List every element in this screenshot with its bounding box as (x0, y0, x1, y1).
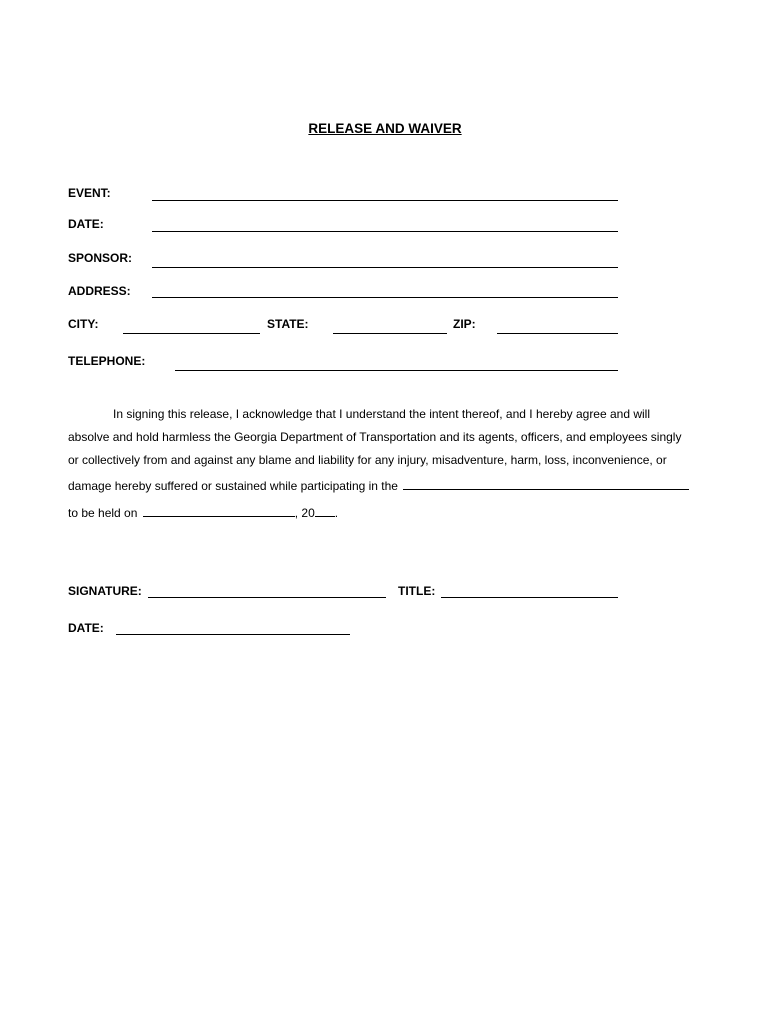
period-text: . (334, 506, 339, 520)
body-line-3: or collectively from and against any blame and liability for any injury, misadventure, harm, loss, inconvenience, or (68, 453, 667, 467)
year-field[interactable] (315, 504, 335, 517)
date-label: DATE: (68, 217, 104, 231)
date-field[interactable] (152, 231, 618, 232)
page-title: RELEASE AND WAIVER (308, 121, 462, 136)
signature-label: SIGNATURE: (68, 584, 142, 598)
signature-field[interactable] (148, 597, 386, 598)
event-field[interactable] (152, 200, 618, 201)
activity-name-field[interactable] (403, 477, 689, 490)
held-on-text: to be held on (68, 506, 138, 520)
body-line-4-text: damage hereby suffered or sustained while participating in the (68, 479, 398, 493)
body-line-5 (68, 504, 728, 520)
signature-date-field[interactable] (116, 634, 350, 635)
event-label: EVENT: (68, 186, 111, 200)
body-line-2: absolve and hold harmless the Georgia Department of Transportation and its agents, officers, and employees singly (68, 430, 682, 444)
telephone-field[interactable] (175, 370, 618, 371)
title-label: TITLE: (398, 584, 436, 598)
title-field[interactable] (441, 597, 618, 598)
state-label: STATE: (267, 317, 309, 331)
state-field[interactable] (333, 333, 447, 334)
held-on-date-field[interactable] (143, 504, 295, 517)
telephone-label: TELEPHONE: (68, 354, 146, 368)
city-label: CITY: (68, 317, 99, 331)
address-label: ADDRESS: (68, 284, 131, 298)
year-prefix-text: , 20 (294, 506, 315, 520)
body-line-1: In signing this release, I acknowledge that I understand the intent thereof, and I hereby agree and will (113, 407, 651, 421)
zip-field[interactable] (497, 333, 618, 334)
signature-date-label: DATE: (68, 621, 104, 635)
zip-label: ZIP: (453, 317, 476, 331)
body-line-4 (68, 477, 728, 493)
sponsor-field[interactable] (152, 267, 618, 268)
sponsor-label: SPONSOR: (68, 251, 133, 265)
address-field[interactable] (152, 297, 618, 298)
city-field[interactable] (123, 333, 260, 334)
